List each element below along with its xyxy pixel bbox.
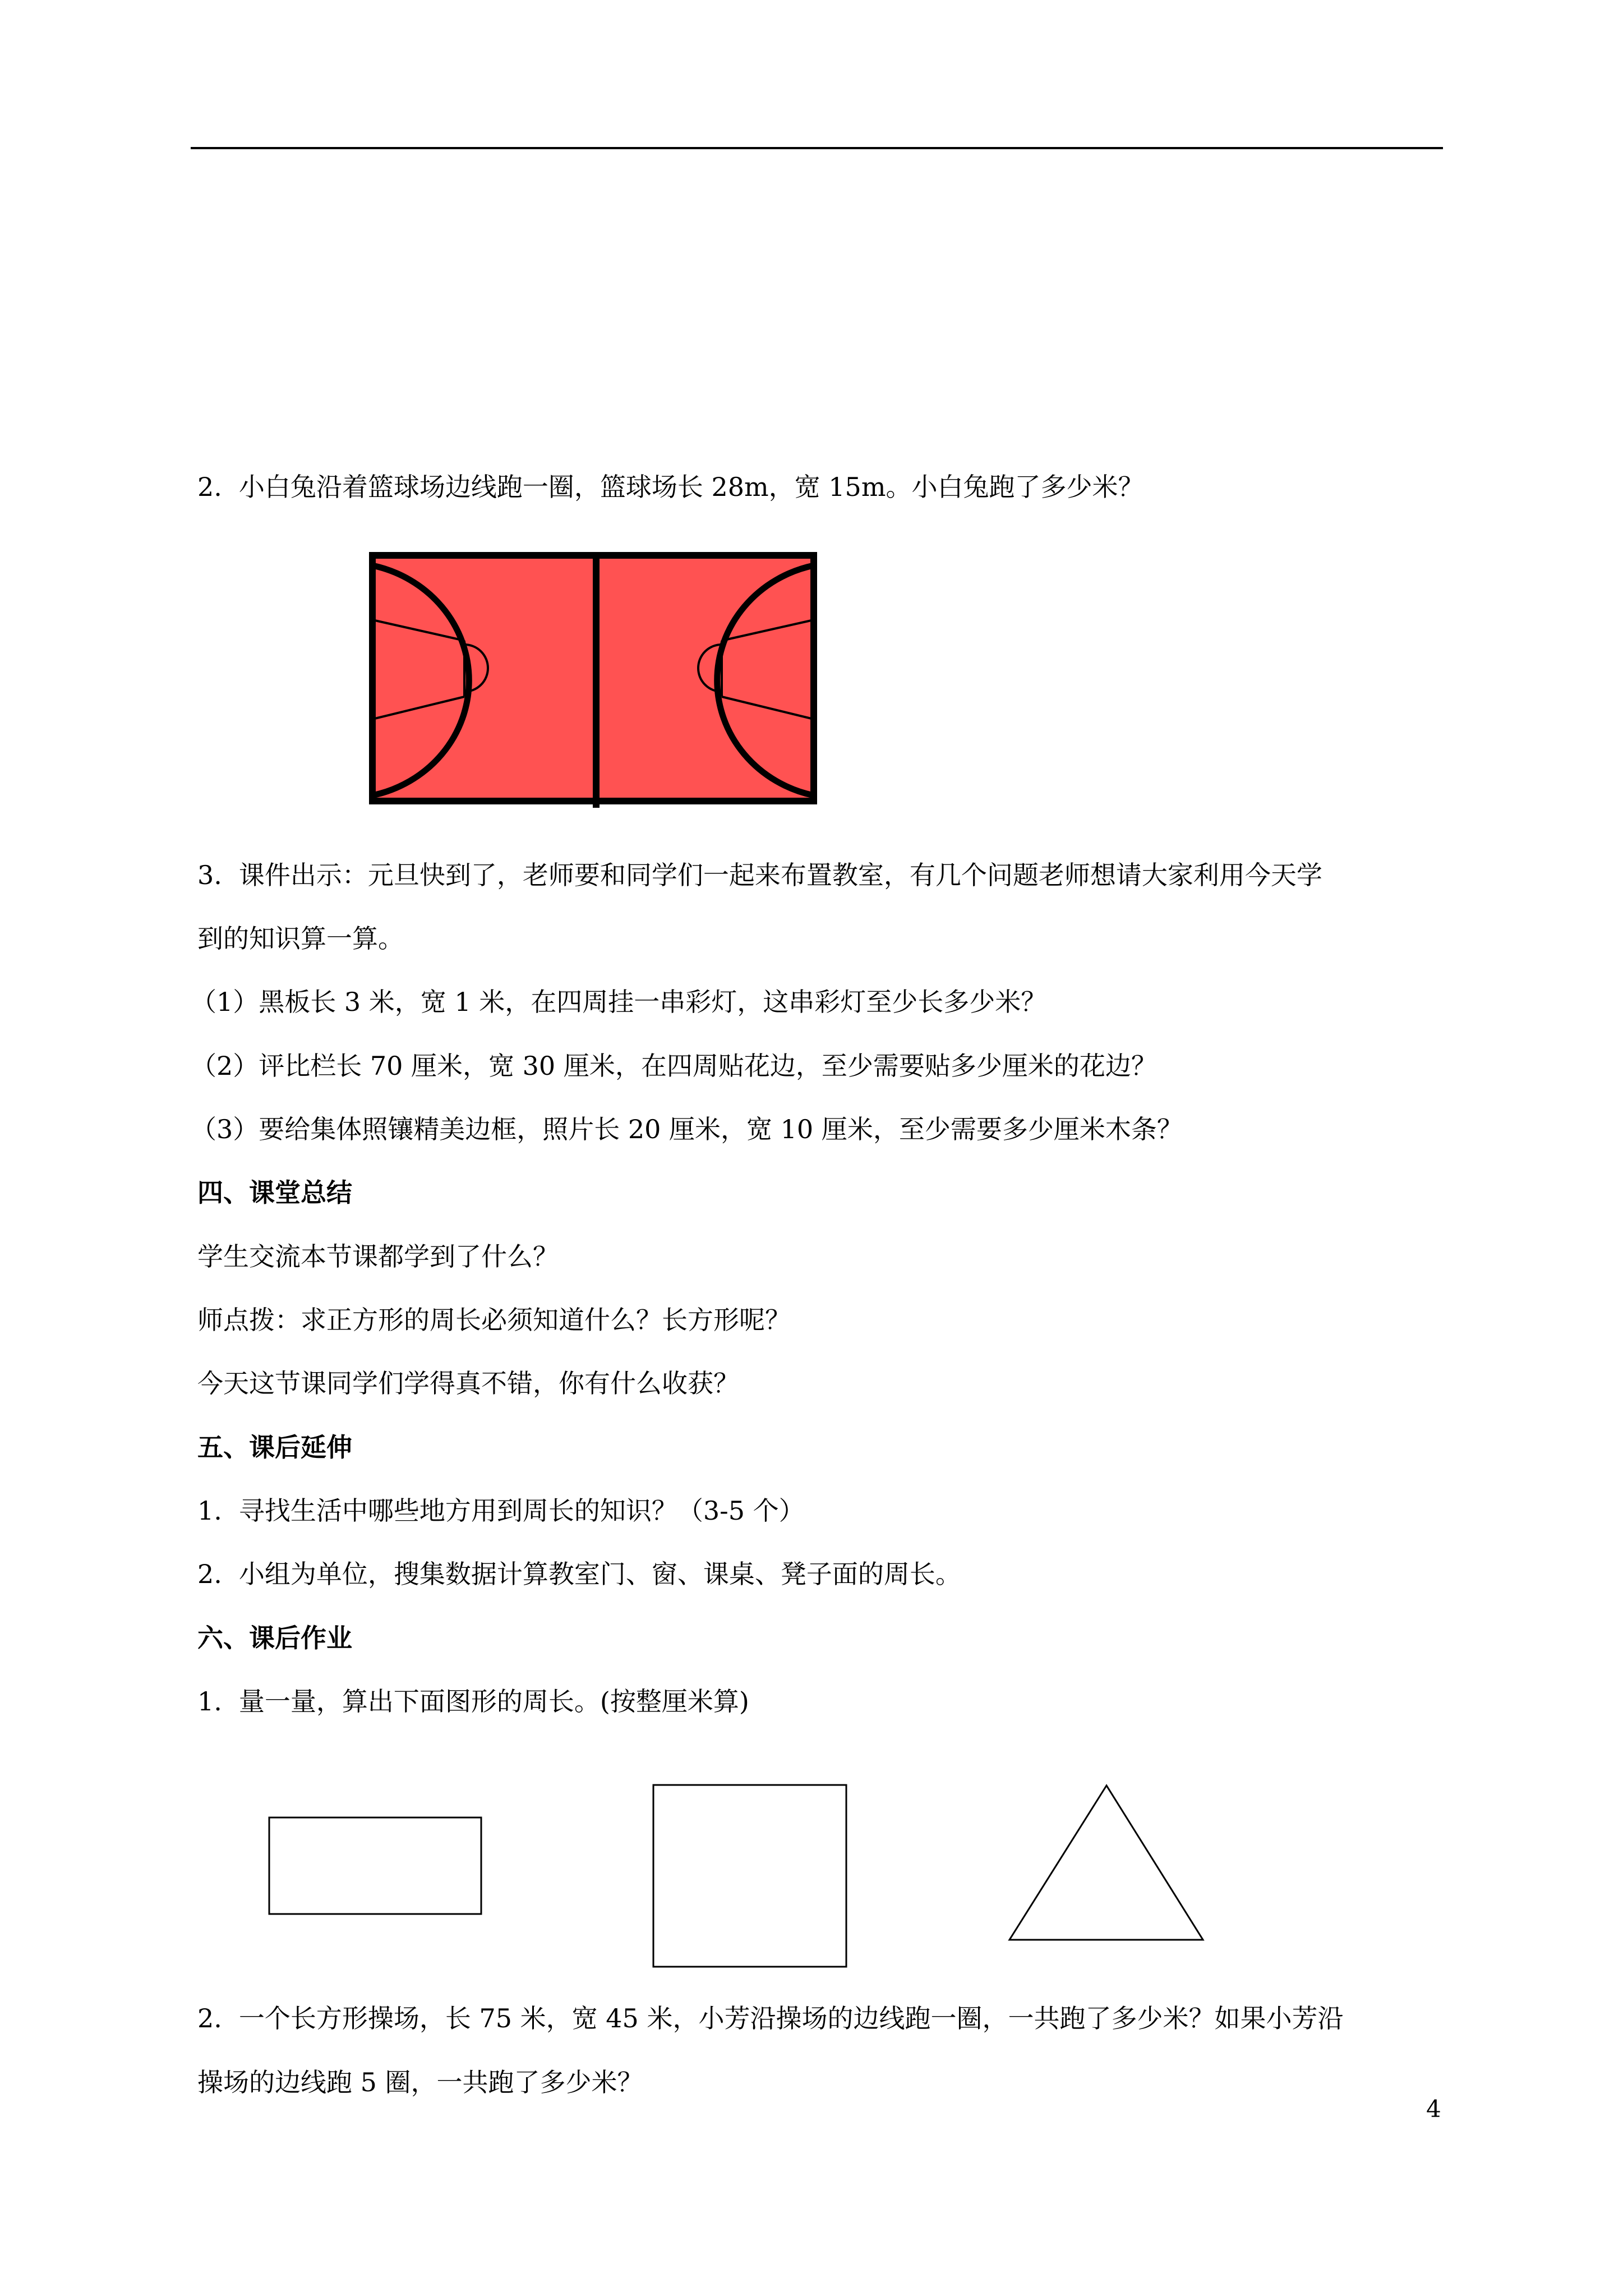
- section-5-item-2-text: 小组为单位，搜集数据计算教室门、窗、课桌、凳子面的周长。: [238, 1559, 961, 1589]
- section-5-item-1-number: 1.: [197, 1496, 222, 1526]
- section-4-line-3: 今天这节课同学们学得真不错，你有什么收获？: [197, 1368, 739, 1398]
- homework-triangle: [1009, 1786, 1203, 1940]
- question-3-continuation: 到的知识算一算。: [197, 923, 404, 954]
- homework-rectangle: [269, 1818, 481, 1914]
- section-4-heading: 四、课堂总结: [197, 1177, 352, 1208]
- question-3-number: 3.: [197, 860, 222, 890]
- basketball-court: [372, 555, 814, 808]
- section-5-heading: 五、课后延伸: [197, 1432, 352, 1462]
- question-3-text: 课件出示：元旦快到了，老师要和同学们一起来布置教室，有几个问题老师想请大家利用今天学: [238, 860, 1322, 890]
- section-6-item-2-text: 一个长方形操场，长 75 米，宽 45 米，小芳沿操场的边线跑一圈，一共跑了多少米？如果小芳沿: [238, 2003, 1344, 2033]
- section-6-item-2-continuation: 操场的边线跑 5 圈，一共跑了多少米？: [197, 2067, 643, 2097]
- section-5-item-1-text: 寻找生活中哪些地方用到周长的知识？（3-5 个）: [238, 1496, 805, 1526]
- question-3-sub-2: （2）评比栏长 70 厘米，宽 30 厘米，在四周贴花边，至少需要贴多少厘米的花边？: [191, 1051, 1157, 1081]
- homework-square: [653, 1785, 846, 1967]
- section-5-item-2-number: 2.: [197, 1559, 222, 1589]
- question-3: [197, 858, 1322, 892]
- section-6-heading: 六、课后作业: [197, 1623, 352, 1653]
- section-5-item-2: [197, 1557, 961, 1591]
- question-2-text: 小白兔沿着篮球场边线跑一圈，篮球场长 28m，宽 15m。小白兔跑了多少米？: [238, 472, 1144, 502]
- section-4-line-2: 师点拨：求正方形的周长必须知道什么？长方形呢？: [197, 1305, 791, 1335]
- question-3-sub-1: （1）黑板长 3 米，宽 1 米，在四周挂一串彩灯，这串彩灯至少长多少米？: [191, 987, 1047, 1017]
- section-6-item-1-text: 量一量，算出下面图形的周长。(按整厘米算): [238, 1686, 749, 1717]
- section-4-line-1: 学生交流本节课都学到了什么？: [197, 1241, 559, 1272]
- section-6-item-2: [197, 2001, 1343, 2035]
- section-6-item-1-number: 1.: [197, 1686, 222, 1717]
- page-number: 4: [1426, 2095, 1441, 2123]
- question-3-sub-3: （3）要给集体照镶精美边框，照片长 20 厘米，宽 10 厘米，至少需要多少厘米木条？: [191, 1114, 1183, 1144]
- section-6-item-2-number: 2.: [197, 2003, 222, 2033]
- section-6-item-1: [197, 1685, 749, 1718]
- question-2-number: 2.: [197, 472, 222, 502]
- section-5-item-1: [197, 1494, 805, 1527]
